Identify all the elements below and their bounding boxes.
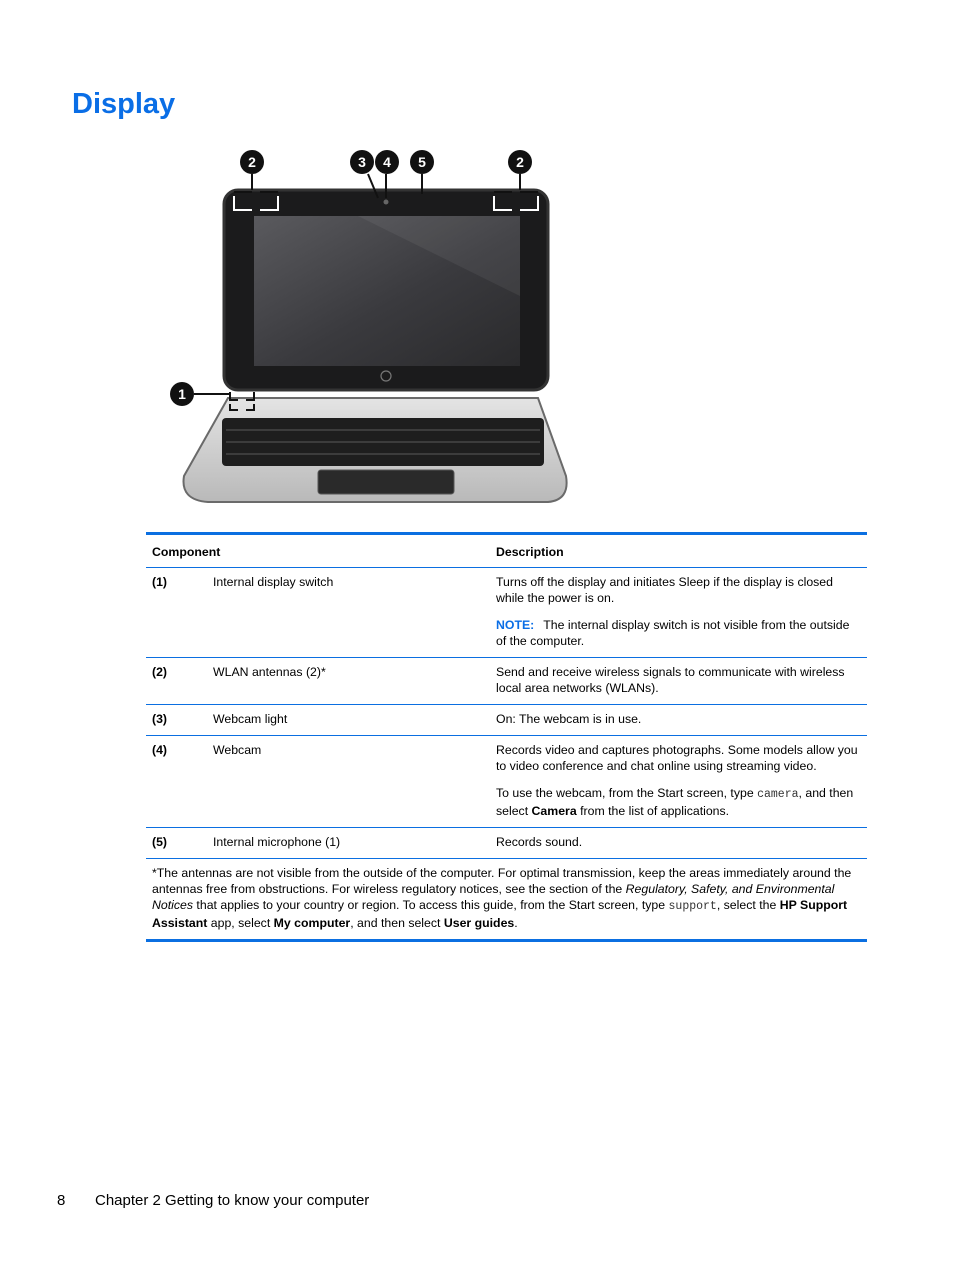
laptop-display-figure (168, 146, 598, 512)
command-text: support (668, 900, 717, 913)
row-number: (2) (152, 665, 168, 679)
row-component: WLAN antennas (2)* (213, 665, 326, 679)
description-text: Send and receive wireless signals to communicate with wireless local area networks (WLANs). (496, 665, 845, 695)
callout-label: 1 (178, 386, 186, 402)
component-table (146, 532, 867, 942)
app-name: Camera (531, 804, 577, 818)
row-number: (3) (152, 712, 168, 726)
description-text: Records sound. (496, 835, 583, 849)
page-number: 8 (57, 1192, 66, 1209)
row-description (490, 736, 867, 828)
row-description (490, 705, 867, 736)
page-title: Display (72, 88, 176, 120)
callout-4 (375, 150, 399, 174)
page-footer (57, 1192, 369, 1209)
chapter-title: Chapter 2 Getting to know your computer (95, 1192, 370, 1209)
description-instructions (496, 785, 861, 819)
table-bottom-rule (146, 939, 867, 942)
instruction-text: To use the webcam, from the Start screen, type (496, 786, 758, 800)
menu-name: My computer (273, 916, 351, 930)
row-number: (5) (152, 835, 168, 849)
guide-title: Regulatory, Safety, and Environmental Notices (152, 882, 835, 912)
header-description: Description (496, 545, 564, 559)
row-component: Internal display switch (213, 575, 334, 589)
table-footnote-row (146, 859, 867, 940)
callout-2-left (240, 150, 264, 174)
row-description (490, 828, 867, 859)
table-row (146, 658, 867, 705)
description-text: On: The webcam is in use. (496, 712, 642, 726)
app-name: HP Support Assistant (152, 898, 848, 930)
callout-label: 4 (383, 154, 391, 170)
row-component: Webcam light (213, 712, 288, 726)
callout-2-right (508, 150, 532, 174)
table-row (146, 568, 867, 658)
laptop-illustration (168, 146, 598, 512)
callout-label: 3 (358, 154, 366, 170)
callout-5 (410, 150, 434, 174)
webcam-lens (384, 200, 389, 205)
footnote-text: . (514, 916, 518, 930)
note-text: The internal display switch is not visible from the outside of the computer. (496, 618, 850, 648)
table-row (146, 828, 867, 859)
callout-label: 5 (418, 154, 426, 170)
table-header-row (146, 535, 867, 568)
menu-name: User guides (443, 916, 515, 930)
callout-label: 2 (248, 154, 256, 170)
table-footnote (146, 859, 867, 940)
instruction-text: , and then select (496, 786, 854, 818)
footnote-text: *The antennas are not visible from the outside of the computer. For optimal transmission, keep the areas immediately around the antennas free from obstructions. For wireless regulatory notices, see the section of the (152, 866, 852, 896)
header-component: Component (152, 545, 221, 559)
command-text: camera (757, 788, 799, 801)
footnote-text: app, select (207, 916, 274, 930)
description-text: Turns off the display and initiates Sleep if the display is closed while the power is on. (496, 575, 833, 605)
footnote-text: that applies to your country or region. To access this guide, from the Start screen, type (193, 898, 669, 912)
callout-1 (170, 382, 194, 406)
callout-3 (350, 150, 374, 174)
description-text: Records video and captures photographs. Some models allow you to video conference and chat online using streaming video. (496, 743, 858, 773)
row-component: Internal microphone (1) (213, 835, 341, 849)
row-description (490, 568, 867, 658)
footnote-text: , and then select (350, 916, 444, 930)
table-row (146, 736, 867, 828)
row-number: (1) (152, 575, 168, 589)
note-label: NOTE: (496, 618, 535, 632)
instruction-text: from the list of applications. (576, 804, 730, 818)
note (496, 617, 861, 649)
row-number: (4) (152, 743, 168, 757)
row-description (490, 658, 867, 705)
callout-label: 2 (516, 154, 524, 170)
row-component: Webcam (213, 743, 262, 757)
footnote-text: , select the (716, 898, 780, 912)
table-row (146, 705, 867, 736)
touchpad (318, 470, 454, 494)
